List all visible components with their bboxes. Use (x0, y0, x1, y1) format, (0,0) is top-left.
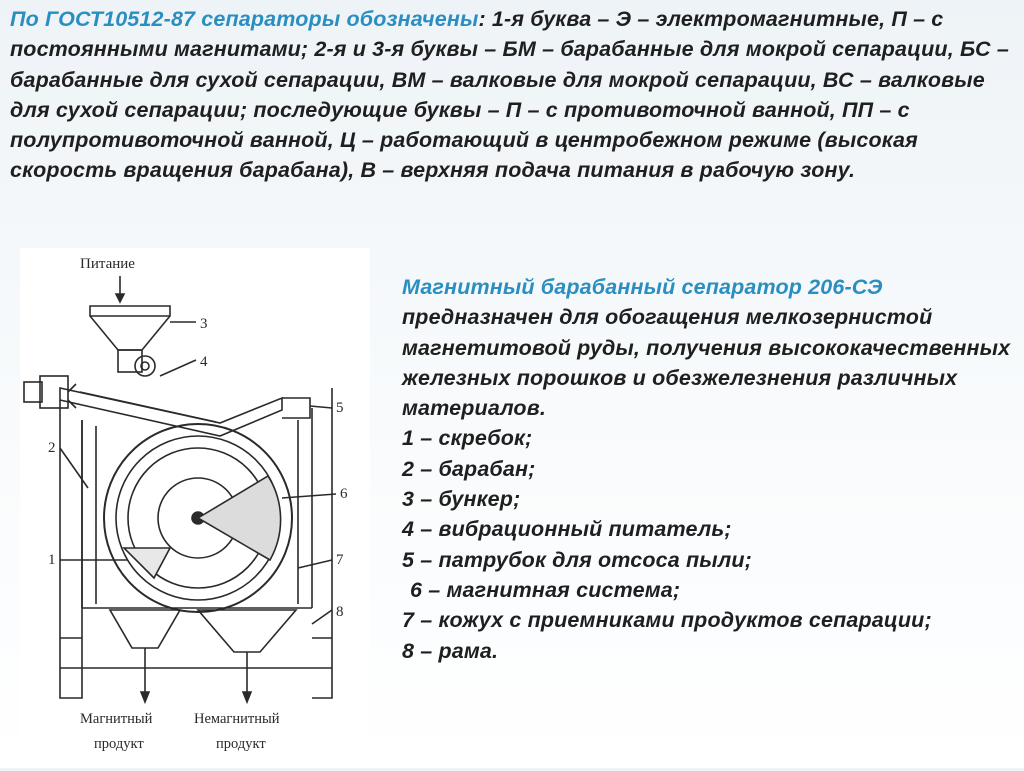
legend-item-5: 5 – патрубок для отсоса пыли; (402, 547, 752, 572)
callout-1: 1 (48, 552, 56, 568)
magnetic-product-label-2: продукт (94, 736, 144, 752)
magnetic-hopper (110, 610, 180, 648)
nonmagnetic-product-label-2: продукт (216, 736, 266, 752)
legend-item-4: 4 – вибрационный питатель; (402, 517, 732, 542)
frame-left (60, 400, 82, 698)
magnetic-product-label-1: Магнитный (80, 711, 153, 727)
separator-diagram (20, 248, 370, 766)
separator-title: Магнитный барабанный сепаратор 206-СЭ (402, 275, 883, 299)
intro-text: : 1-я буква – Э – электромагнитные, П – с постоянными магнитами; 2-я и 3-я буквы – БМ – барабанные для мокрой сепарации, БС – барабанные для сухой сепарации, ВМ – валковые для мокрой сепарации, ВС – валковые для сухой сепарации; последующие буквы – П – с противоточной ванной, ПП – с полупротивоточной ванной, Ц – работающий в центробежном режиме (высокая скорость вращения барабана), В – верхняя подача питания в рабочую зону. (10, 7, 1009, 183)
scraper (124, 548, 170, 578)
callout-3: 3 (200, 316, 208, 332)
feeder-motor (40, 376, 68, 408)
magnetic-system (198, 476, 281, 560)
callout-6: 6 (340, 486, 348, 502)
callout-2: 2 (48, 440, 56, 456)
nonmagnetic-hopper (198, 610, 296, 652)
hopper (90, 306, 170, 350)
feed-arrow-head (116, 294, 124, 302)
feed-label: Питание (80, 256, 135, 272)
intro-highlight: По ГОСТ10512-87 сепараторы обозначены (10, 7, 479, 31)
hopper-neck (118, 350, 142, 372)
frame-right (312, 388, 332, 698)
legend-item-8: 8 – рама. (402, 638, 499, 663)
legend-item-6: 6 – магнитная система; (410, 577, 681, 602)
separator-description (402, 272, 1012, 666)
intro-paragraph (10, 4, 1014, 186)
legend-item-2: 2 – барабан; (402, 456, 536, 481)
callout-8: 8 (336, 604, 344, 620)
legend-item-7: 7 – кожух с приемниками продуктов сепарации; (402, 608, 932, 633)
callout-5: 5 (336, 400, 344, 416)
dust-outlet (282, 398, 310, 418)
separator-text: предназначен для обогащения мелкозернистой магнетитовой руды, получения высококачественных железных порошков и обезжелезнения различных материалов. (402, 305, 1011, 421)
legend-item-3: 3 – бункер; (402, 487, 521, 512)
feeder-roller (135, 356, 155, 376)
legend-item-1: 1 – скребок; (402, 426, 533, 451)
callout-4: 4 (200, 354, 208, 370)
callout-7: 7 (336, 552, 344, 568)
nonmagnetic-product-label-1: Немагнитный (194, 711, 280, 727)
separator-drawing (20, 248, 370, 766)
